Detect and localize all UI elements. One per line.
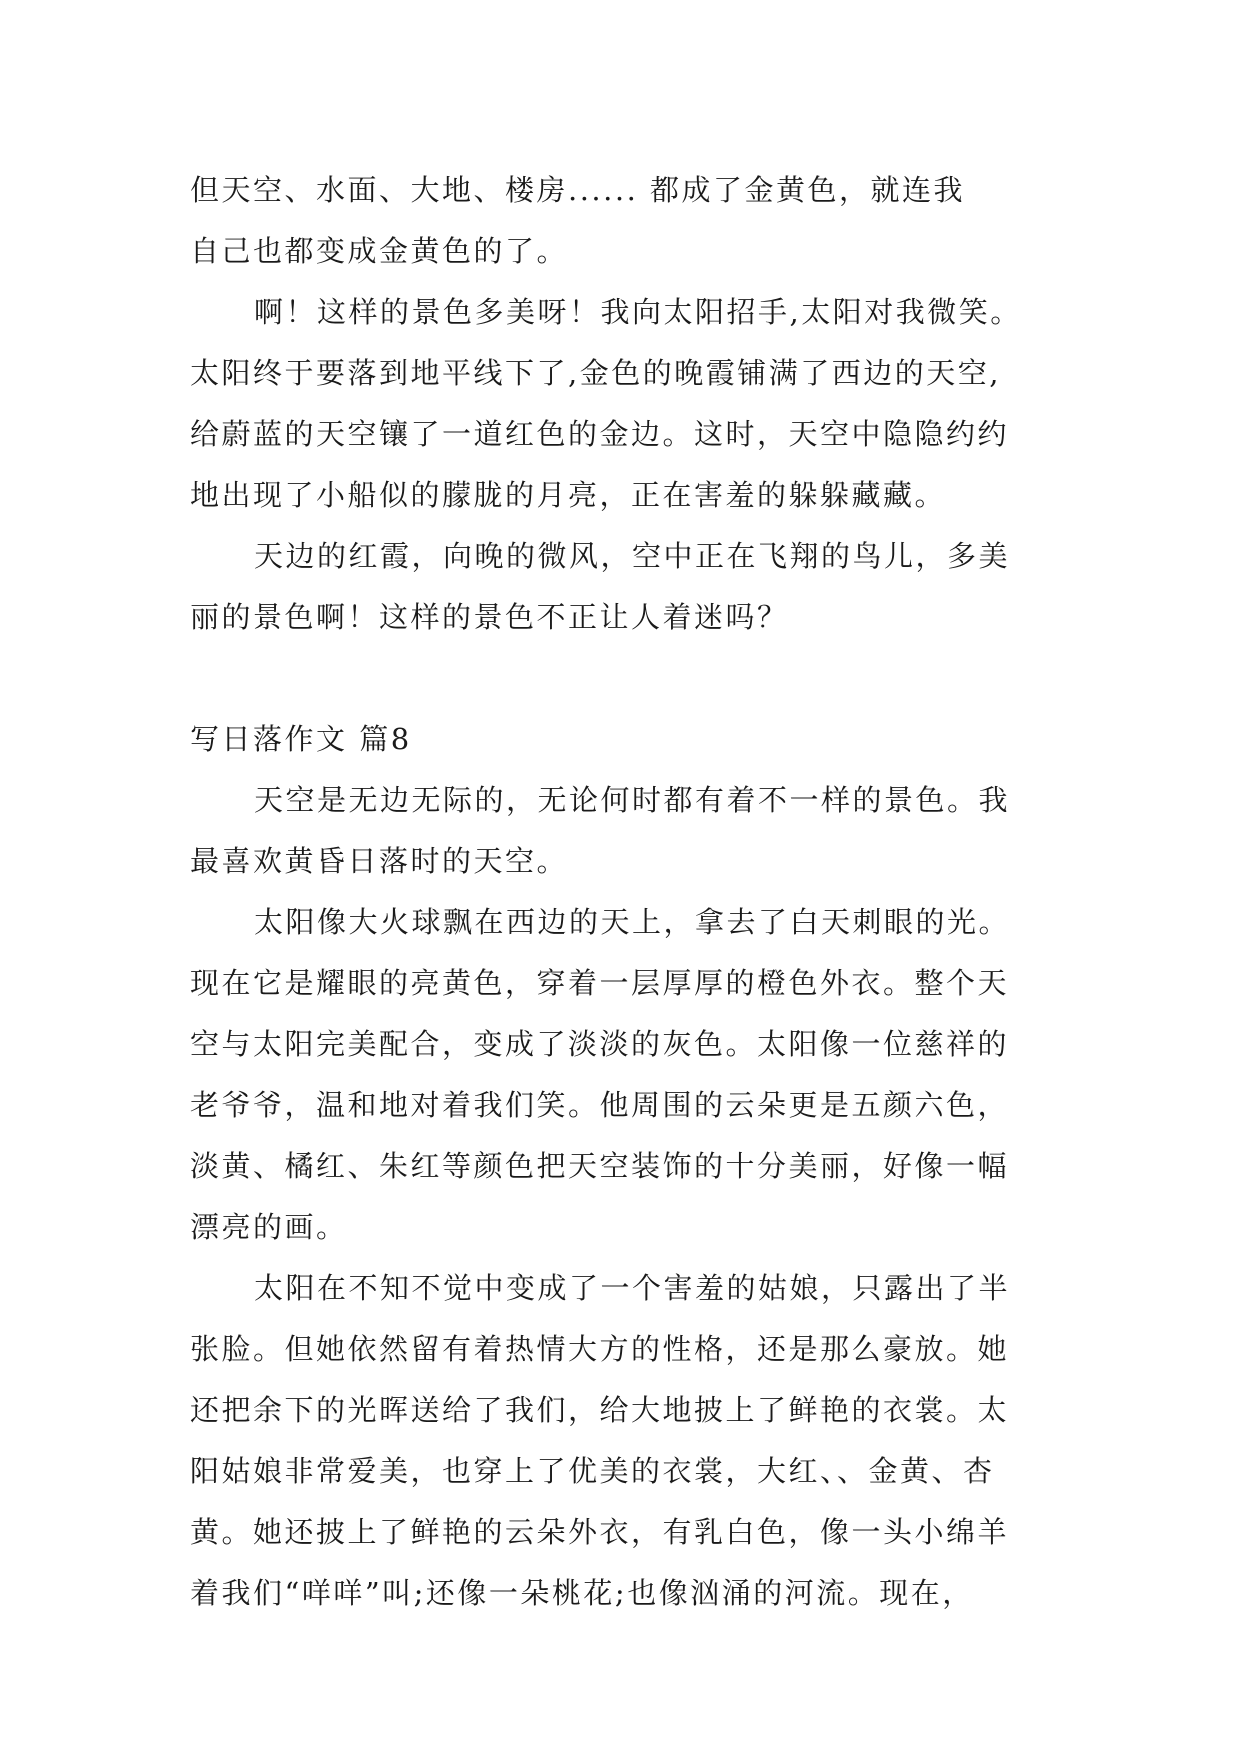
text-line: 地出现了小船似的朦胧的月亮，正在害羞的躲躲藏藏。 — [190, 478, 947, 512]
text-line: 着我们“咩咩”叫;还像一朵桃花;也像汹涌的河流。现在， — [190, 1576, 974, 1610]
section-heading: 写日落作文 篇8 — [190, 722, 412, 756]
text-line: 最喜欢黄昏日落时的天空。 — [190, 844, 569, 878]
text-line: 啊！这样的景色多美呀！我向太阳招手,太阳对我微笑。 — [254, 295, 1022, 329]
text-line: 自己也都变成金黄色的了。 — [190, 234, 569, 268]
paragraph — [190, 526, 1090, 648]
text-line: 但天空、水面、大地、楼房...... 都成了金黄色，就连我 — [190, 173, 966, 207]
text-line: 老爷爷，温和地对着我们笑。他周围的云朵更是五颜六色， — [190, 1088, 1010, 1122]
text-line: 还把余下的光晖送给了我们，给大地披上了鲜艳的衣裳。太 — [190, 1393, 1010, 1427]
text-line: 阳姑娘非常爱美，也穿上了优美的衣裳，大红、、金黄、杏 — [190, 1454, 995, 1488]
text-line: 漂亮的画。 — [190, 1210, 348, 1244]
text-line: 天边的红霞，向晚的微风，空中正在飞翔的鸟儿，多美 — [254, 539, 1011, 573]
text-line: 空与太阳完美配合，变成了淡淡的灰色。太阳像一位慈祥的 — [190, 1027, 1010, 1061]
text-line: 太阳在不知不觉中变成了一个害羞的姑娘，只露出了半 — [254, 1271, 1011, 1305]
text-line: 丽的景色啊！这样的景色不正让人着迷吗？ — [190, 600, 789, 634]
text-line: 太阳终于要落到地平线下了,金色的晚霞铺满了西边的天空, — [190, 356, 1001, 390]
paragraph — [190, 282, 1090, 526]
section-spacer — [190, 648, 1090, 709]
text-line: 黄。她还披上了鲜艳的云朵外衣，有乳白色，像一头小绵羊 — [190, 1515, 1010, 1549]
paragraph — [190, 892, 1090, 1258]
paragraph — [190, 1258, 1090, 1624]
text-line: 淡黄、橘红、朱红等颜色把天空装饰的十分美丽，好像一幅 — [190, 1149, 1010, 1183]
text-line: 张脸。但她依然留有着热情大方的性格，还是那么豪放。她 — [190, 1332, 1010, 1366]
text-line: 太阳像大火球飘在西边的天上，拿去了白天刺眼的光。 — [254, 905, 1011, 939]
paragraph — [190, 160, 1090, 282]
text-line: 天空是无边无际的，无论何时都有着不一样的景色。我 — [254, 783, 1011, 817]
text-line: 给蔚蓝的天空镶了一道红色的金边。这时，天空中隐隐约约 — [190, 417, 1010, 451]
document-page — [190, 160, 1090, 1624]
paragraph — [190, 770, 1090, 892]
text-line: 现在它是耀眼的亮黄色，穿着一层厚厚的橙色外衣。整个天 — [190, 966, 1010, 1000]
